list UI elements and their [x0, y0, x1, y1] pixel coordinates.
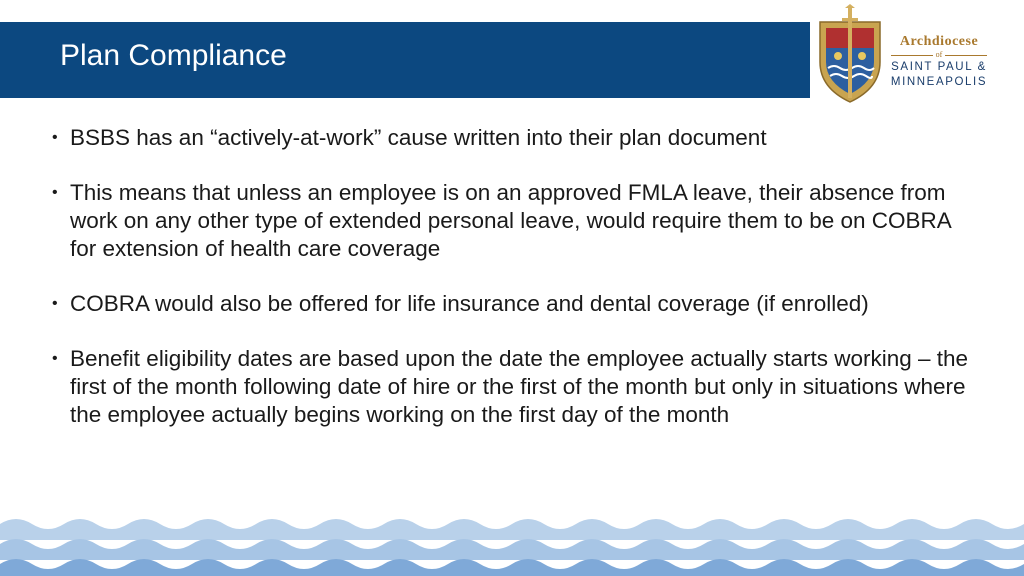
bullet-text: BSBS has an “actively-at-work” cause written into their plan document	[70, 125, 767, 150]
bullet-dot-icon: •	[52, 184, 58, 201]
bullet-item	[52, 124, 972, 152]
slide-title: Plan Compliance	[60, 39, 287, 72]
bullet-item	[52, 179, 972, 263]
crest-icon	[812, 4, 888, 104]
logo-wordmark	[888, 34, 990, 90]
bullet-dot-icon: •	[52, 129, 58, 146]
logo-line-archdiocese: Archdiocese	[899, 34, 979, 49]
logo-of-row	[888, 50, 990, 60]
bullet-list	[52, 124, 972, 456]
bullet-dot-icon: •	[52, 350, 58, 367]
logo-line-minneapolis: MINNEAPOLIS	[890, 76, 988, 88]
archdiocese-logo	[810, 0, 1024, 106]
bullet-text: Benefit eligibility dates are based upon the date the employee actually starts working – the first of the month following date of hire or the first of the month but only in situations where the employee actually begins working on the first day of the month	[70, 346, 969, 427]
bullet-item	[52, 345, 972, 429]
bullet-text: COBRA would also be offered for life insurance and dental coverage (if enrolled)	[70, 291, 869, 316]
bullet-dot-icon: •	[52, 295, 58, 312]
bullet-item	[52, 290, 972, 318]
logo-line-saint-paul: SAINT PAUL &	[891, 61, 987, 73]
bullet-text: This means that unless an employee is on an approved FMLA leave, their absence from work on any other type of extended personal leave, would require them to be on COBRA for extension of health care coverage	[70, 180, 951, 261]
logo-line-of: of	[935, 50, 943, 59]
wave-footer	[0, 510, 1024, 576]
